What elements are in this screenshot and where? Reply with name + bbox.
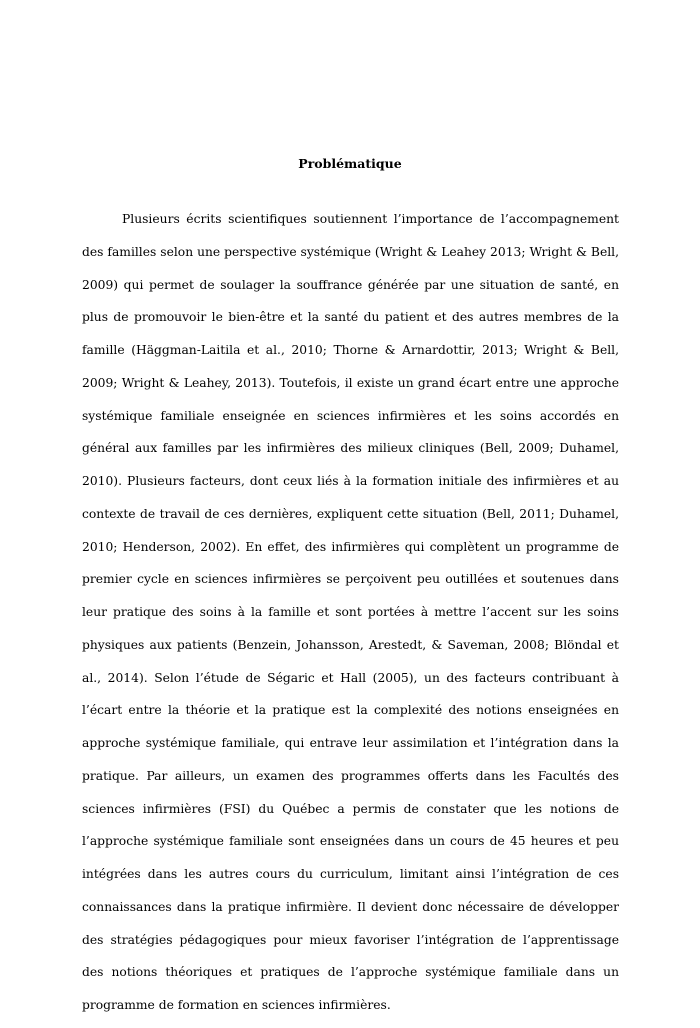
body-paragraph: Plusieurs écrits scientifiques soutiennent l’importance de l’accompagnement des familles selon une perspective systémique (Wright & Leahey 2013; Wright & Bell, 2009) qui permet de soulager la souffrance générée par une situation de santé, en plus de promouvoir le bien-être et la santé du patient et des autres membres de la famille (Häggman-Laitila et al., 2010; Thorne & Arnardottir, 2013; Wright & Bell, 2009; Wright & Leahey, 2013). Toutefois, il existe un grand écart entre une approche systémique familiale enseignée en sciences infirmières et les soins accordés en général aux familles par les infirmières des milieux cliniques (Bell, 2009; Duhamel, 2010). Plusieurs facteurs, dont ceux liés à la formation initiale des infirmières et au contexte de travail de ces dernières, expliquent cette situation (Bell, 2011; Duhamel, 2010; Henderson, 2002). En effet, des infirmières qui complètent un programme de premier cycle en sciences infirmières se perçoivent peu outillées et soutenues dans leur pratique des soins à la famille et sont portées à mettre l’accent sur les soins physiques aux patients (Benzein, Johansson, Arestedt, & Saveman, 2008; Blöndal et al., 2014). Selon l’étude de Ségaric et Hall (2005), un des facteurs contribuant à l’écart entre la théorie et la pratique est la complexité des notions enseignées en approche systémique familiale, qui entrave leur assimilation et l’intégration dans la pratique. Par ailleurs, un examen des programmes offerts dans les Facultés des sciences infirmières (FSI) du Québec a permis de constater que les notions de l’approche systémique familiale sont enseignées dans un cours de 45 heures et peu intégrées dans les autres cours du curriculum, limitant ainsi l’intégration de ces connaissances dans la pratique infirmière. Il devient donc nécessaire de développer des stratégies pédagogiques pour mieux favoriser l’intégration de l’apprentissage des notions théoriques et pratiques de l’approche systémique familiale dans un programme de formation en sciences infirmières. bbox=[82, 212, 619, 1012]
section-heading: Problématique bbox=[298, 156, 402, 171]
